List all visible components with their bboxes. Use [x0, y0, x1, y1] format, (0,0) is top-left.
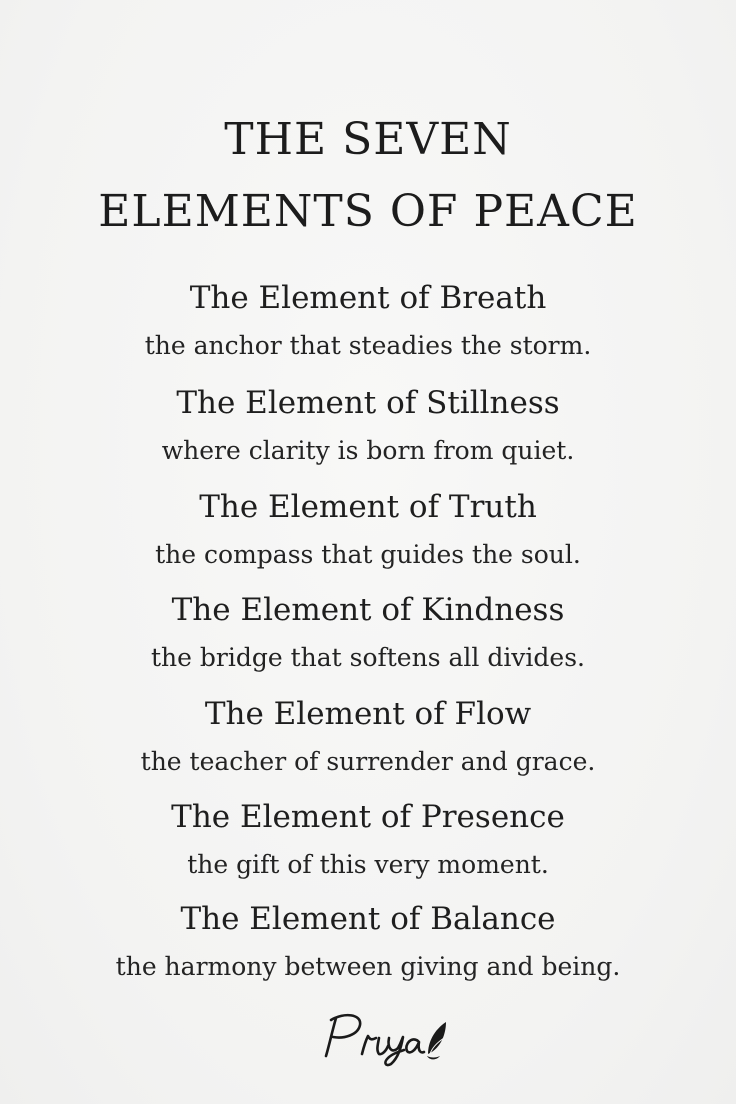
- page-title-line-2: ELEMENTS OF PEACE: [98, 186, 638, 237]
- element-description: the anchor that steadies the storm.: [144, 331, 592, 360]
- page-title-line-1: THE SEVEN: [224, 114, 512, 165]
- element-name: The Element of Stillness: [176, 385, 560, 421]
- element-name: The Element of Breath: [189, 280, 547, 316]
- element-name: The Element of Flow: [204, 696, 532, 732]
- element-description: the bridge that softens all divides.: [150, 643, 586, 672]
- leaf-icon: [427, 1022, 446, 1059]
- element-description: the compass that guides the soul.: [155, 540, 581, 569]
- signature: [0, 1008, 736, 1068]
- signature-logo: [0, 1008, 736, 1068]
- element-name: The Element of Kindness: [171, 592, 565, 628]
- element-name: The Element of Presence: [171, 799, 565, 835]
- signature-script: [326, 1015, 424, 1065]
- element-name: The Element of Balance: [180, 901, 556, 937]
- element-description: the gift of this very moment.: [187, 850, 549, 879]
- element-description: the harmony between giving and being.: [115, 952, 621, 981]
- element-name: The Element of Truth: [199, 489, 537, 525]
- element-description: where clarity is born from quiet.: [161, 436, 575, 465]
- element-description: the teacher of surrender and grace.: [140, 747, 596, 776]
